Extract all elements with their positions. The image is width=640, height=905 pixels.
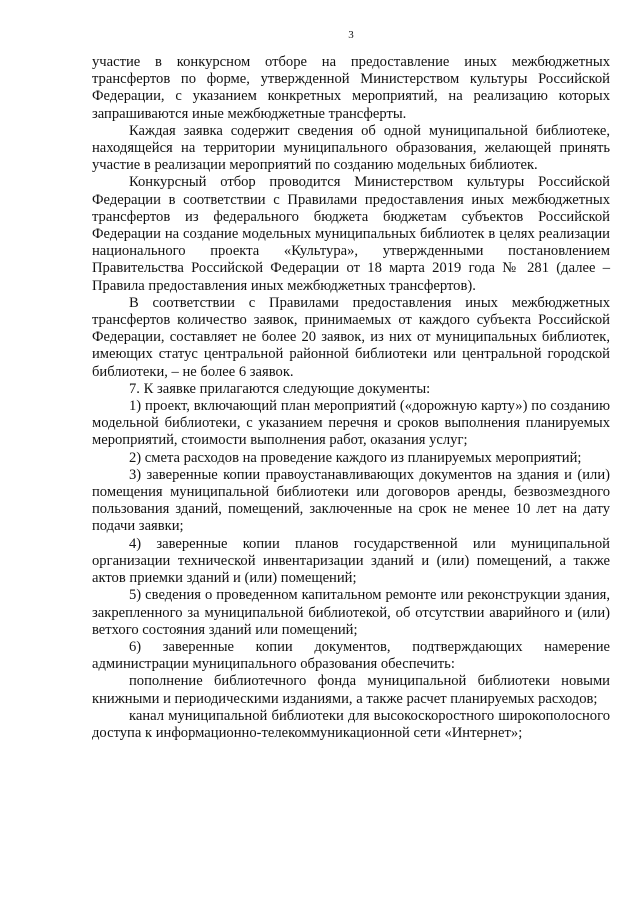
list-item-6: 6) заверенные копии документов, подтверждающих намерение администрации муниципального образования обеспечить: [92, 638, 610, 673]
paragraph-5: 7. К заявке прилагаются следующие документы: [129, 380, 431, 397]
list-item-1: 1) проект, включающий план мероприятий («дорожную карту») по созданию модельной библиотеки, с указанием перечня и сроков выполнения планируемых мероприятий, стоимости выполнения работ, оказания услуг; [92, 398, 610, 449]
document-page [92, 28, 610, 742]
list-item-5: 5) сведения о проведенном капитальном ремонте или реконструкции здания, закрепленного за муниципальной библиотекой, об отсутствии аварийного и (или) ветхого состояния зданий или помещений; [92, 587, 610, 638]
list-item-3: 3) заверенные копии правоустанавливающих документов на здания и (или) помещения муниципальной библиотеки или договоров аренды, безвозмездного пользования зданий, помещений, заключенные на срок не менее 10 лет на дату подачи заявки; [92, 466, 610, 535]
sub-item-2: канал муниципальной библиотеки для высокоскоростного широкополосного доступа к информационно-телекоммуникационной сети «Интернет»; [92, 707, 610, 741]
paragraph-2: Каждая заявка содержит сведения об одной муниципальной библиотеке, находящейся на территории муниципального образования, желающей принять участие в реализации мероприятий по созданию модельных библиотек. [92, 122, 610, 174]
list-item-4: 4) заверенные копии планов государственной или муниципальной организации технической инвентаризации зданий и (или) помещений, а также актов приемки зданий и (или) помещений; [92, 535, 610, 587]
paragraph-1: участие в конкурсном отборе на предоставление иных межбюджетных трансфертов по форме, утвержденной Министерством культуры Российской Федерации, с указанием конкретных мероприятий, на реализацию которых запрашиваются иные межбюджетные трансферты. [92, 54, 610, 122]
page-number: 3 [348, 29, 354, 41]
sub-item-1: пополнение библиотечного фонда муниципальной библиотеки новыми книжными и периодическими изданиями, а также расчет планируемых расходов; [92, 673, 610, 707]
paragraph-4: В соответствии с Правилами предоставления иных межбюджетных трансфертов количество заявок, принимаемых от каждого субъекта Российской Федерации, составляет не более 20 заявок, из них от муниципальных библиотек, имеющих статус центральной районной библиотеки или центральной городской библиотеки, – не более 6 заявок. [92, 294, 610, 380]
paragraph-3: Конкурсный отбор проводится Министерством культуры Российской Федерации в соответствии с Правилами предоставления иных межбюджетных трансфертов из федерального бюджета бюджетам субъектов Российской Федерации на создание модельных муниципальных библиотек в целях реализации национального проекта «Культура», утвержденными постановлением Правительства Российской Федерации от 18 марта 2019 года № 281 (далее – Правила предоставления иных межбюджетных трансфертов). [92, 174, 610, 294]
list-item-2: 2) смета расходов на проведение каждого из планируемых мероприятий; [129, 449, 582, 466]
